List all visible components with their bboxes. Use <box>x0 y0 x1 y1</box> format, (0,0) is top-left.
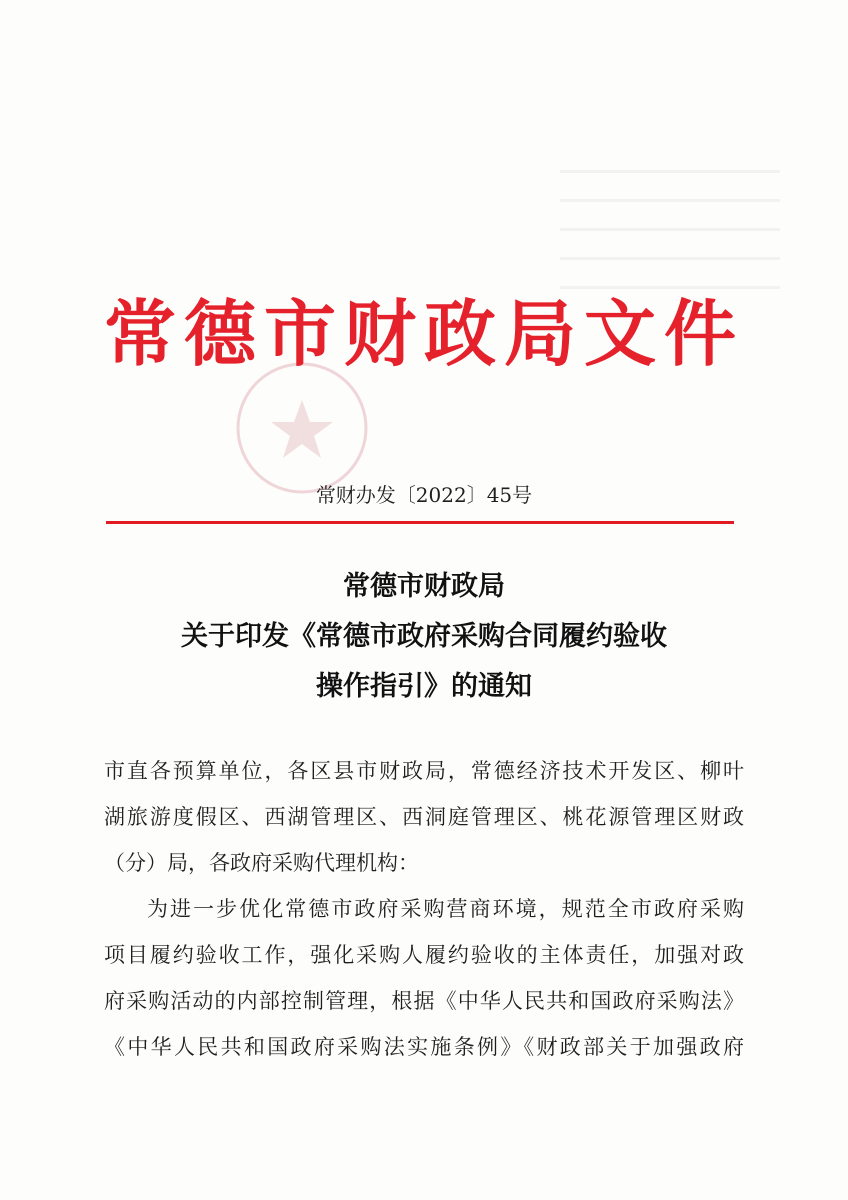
body-text <box>104 748 744 1070</box>
addressee-line: 湖旅游度假区、西湖管理区、西洞庭管理区、桃花源管理区财政 <box>104 805 744 829</box>
red-separator-line <box>106 521 734 524</box>
paragraph-line: 项目履约验收工作，强化采购人履约验收的主体责任，加强对政 <box>104 943 744 967</box>
title-line-2: 关于印发《常德市政府采购合同履约验收 <box>181 621 667 652</box>
title-line-3: 操作指引》的通知 <box>316 671 532 702</box>
paragraph-line: 《中华人民共和国政府采购法实施条例》《财政部关于加强政府 <box>104 1035 744 1059</box>
document-number: 常财办发〔2022〕45号 <box>315 483 533 507</box>
issuer-header-title: 常德市财政局文件 <box>103 292 744 376</box>
paragraph-line: 府采购活动的内部控制管理，根据《中华人民共和国政府采购法》 <box>104 989 744 1013</box>
title-line-1: 常德市财政局 <box>343 571 505 602</box>
notice-title <box>0 562 848 712</box>
addressee-line: （分）局，各政府采购代理机构： <box>104 851 419 875</box>
paragraph-line: 为进一步优化常德市政府采购营商环境，规范全市政府采购 <box>147 897 744 921</box>
addressee-line: 市直各预算单位，各区县市财政局，常德经济技术开发区、柳叶 <box>104 759 744 783</box>
